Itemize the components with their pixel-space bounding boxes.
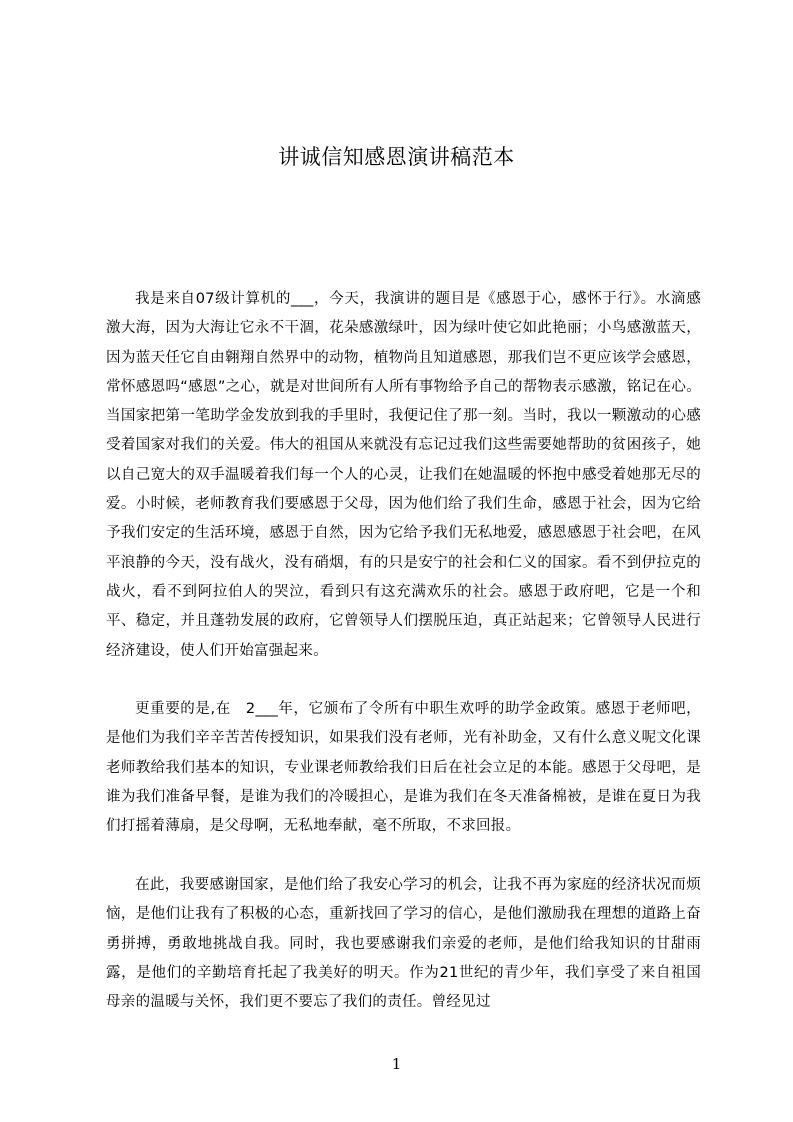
document-body <box>106 285 701 1017</box>
paragraph-spacer <box>106 666 701 695</box>
paragraph-3: 在此，我要感谢国家，是他们给了我安心学习的机会，让我不再为家庭的经济状况而烦恼，是他们让我有了积极的心态，重新找回了学习的信心，是他们激励我在理想的道路上奋勇拼搏，勇敢地挑战自我。同时，我也要感谢我们亲爱的老师，是他们给我知识的甘甜雨露，是他们的辛勤培育托起了我美好的明天。作为21世纪的青少年，我们享受了来自祖国母亲的温暖与关怀，我们更不要忘了我们的责任。曾经见过 <box>106 876 701 1011</box>
page-number: 1 <box>391 1055 402 1073</box>
document-title: 讲诚信知感恩演讲稿范本 <box>278 145 515 169</box>
paragraph-2: 更重要的是,在 2___年，它颁布了令所有中职生欢呼的助学金政策。感恩于老师吧，是他们为我们辛辛苦苦传授知识，如果我们没有老师，光有补助金，又有什么意义呢文化课老师教给我们基本的知识，专业课老师教给我们日后在社会立足的本能。感恩于父母吧，是谁为我们准备早餐，是谁为我们的冷暖担心，是谁为我们在冬天准备棉被，是谁在夏日为我们打摇着薄扇，是父母啊，无私地奉献，毫不所取，不求回报。 <box>106 701 701 835</box>
paragraph-spacer <box>106 842 701 871</box>
paragraph-1: 我是来自07级计算机的___，今天，我演讲的题目是《感恩于心，感怀于行》。水滴感激大海，因为大海让它永不干涸，花朵感激绿叶，因为绿叶使它如此艳丽；小鸟感激蓝天，因为蓝天任它自由翱翔自然界中的动物，植物尚且知道感恩，那我们岂不更应该学会感恩，常怀感恩吗“感恩”之心，就是对世间所有人所有事物给予自己的帮物表示感激，铭记在心。当国家把第一笔助学金发放到我的手里时，我便记住了那一刻。当时，我以一颗激动的心感受着国家对我们的关爱。伟大的祖国从来就没有忘记过我们这些需要她帮助的贫困孩子，她以自己宽大的双手温暖着我们每一个人的心灵，让我们在她温暖的怀抱中感受着她那无尽的爱。小时候，老师教育我们要感恩于父母，因为他们给了我们生命，感恩于社会，因为它给予我们安定的生活环境，感恩于自然，因为它给予我们无私地爱，感恩感恩于社会吧，在风平浪静的今天，没有战火，没有硝烟，有的只是安宁的社会和仁义的国家。看不到伊拉克的战火，看不到阿拉伯人的哭泣，看到只有这充满欢乐的社会。感恩于政府吧，它是一个和平、稳定，并且蓬勃发展的政府，它曾领导人们摆脱压迫，真正站起来；它曾领导人民进行经济建设，使人们开始富强起来。 <box>106 291 701 659</box>
